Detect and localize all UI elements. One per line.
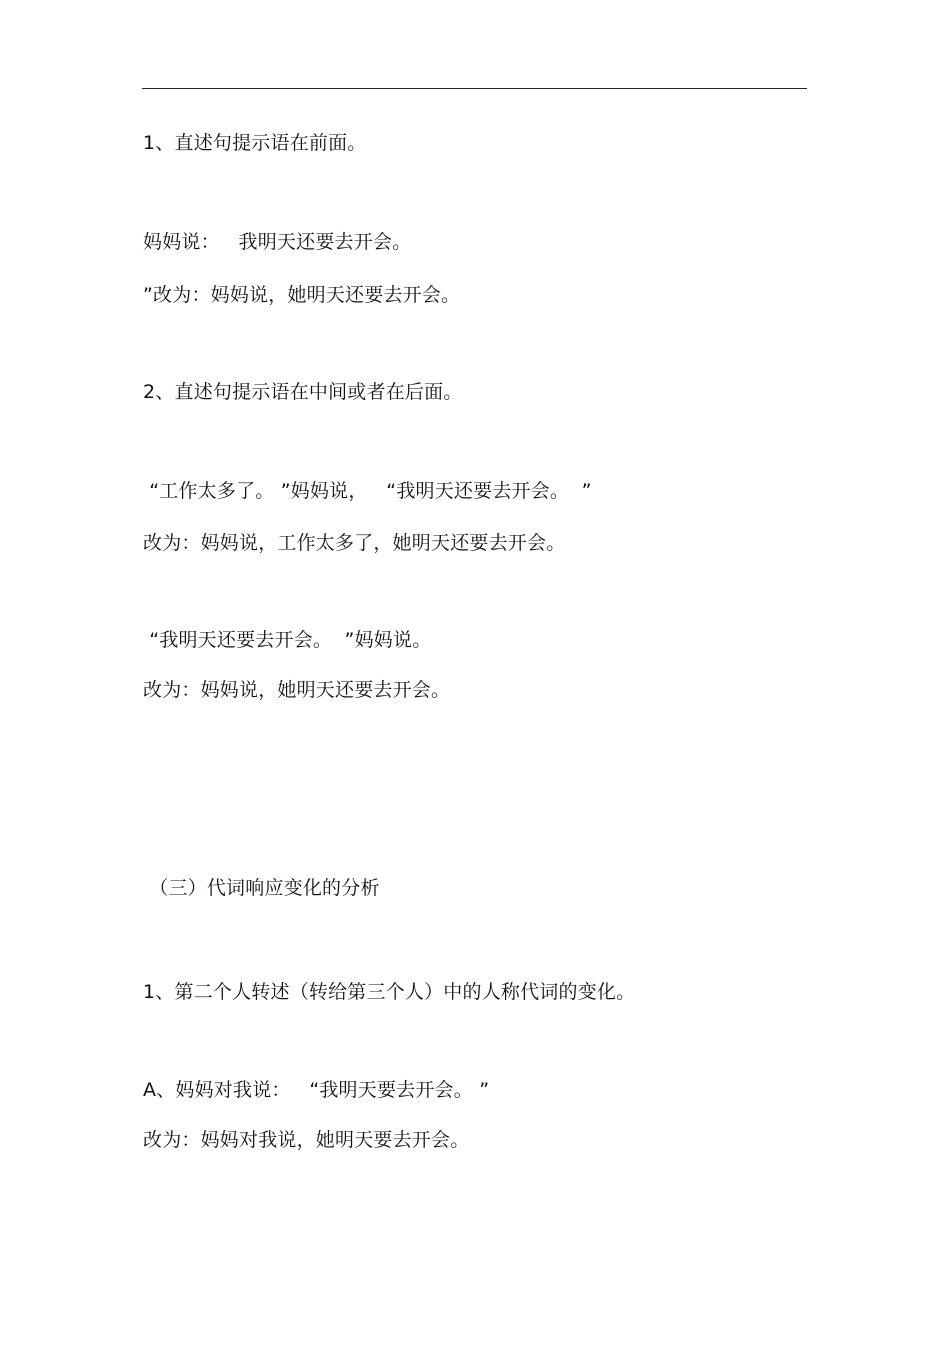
example-sentence-2: “工作太多了。 ”妈妈说， “我明天还要去开会。 ” [143, 480, 592, 502]
example-sentence-3: “我明天还要去开会。 ”妈妈说。 [143, 629, 432, 651]
rewrite-sentence-a: 改为：妈妈对我说，她明天要去开会。 [143, 1129, 470, 1151]
example-sentence-1: 妈妈说： 我明天还要去开会。 [143, 231, 412, 253]
rewrite-sentence-1: ”改为：妈妈说，她明天还要去开会。 [143, 284, 461, 306]
heading-direct-quote-middle-back: 2、直述句提示语在中间或者在后面。 [143, 381, 463, 403]
rewrite-sentence-2: 改为：妈妈说，工作太多了，她明天还要去开会。 [143, 532, 566, 554]
header-rule [142, 88, 807, 89]
subheading-second-person-relay: 1、第二个人转述（转给第三个人）中的人称代词的变化。 [143, 981, 636, 1003]
rewrite-sentence-3: 改为：妈妈说，她明天还要去开会。 [143, 679, 451, 701]
example-sentence-a: A、妈妈对我说： “我明天要去开会。 ” [143, 1079, 490, 1101]
heading-direct-quote-front: 1、直述句提示语在前面。 [143, 132, 367, 154]
section-heading-pronoun-change: （三）代词响应变化的分析 [143, 877, 380, 899]
